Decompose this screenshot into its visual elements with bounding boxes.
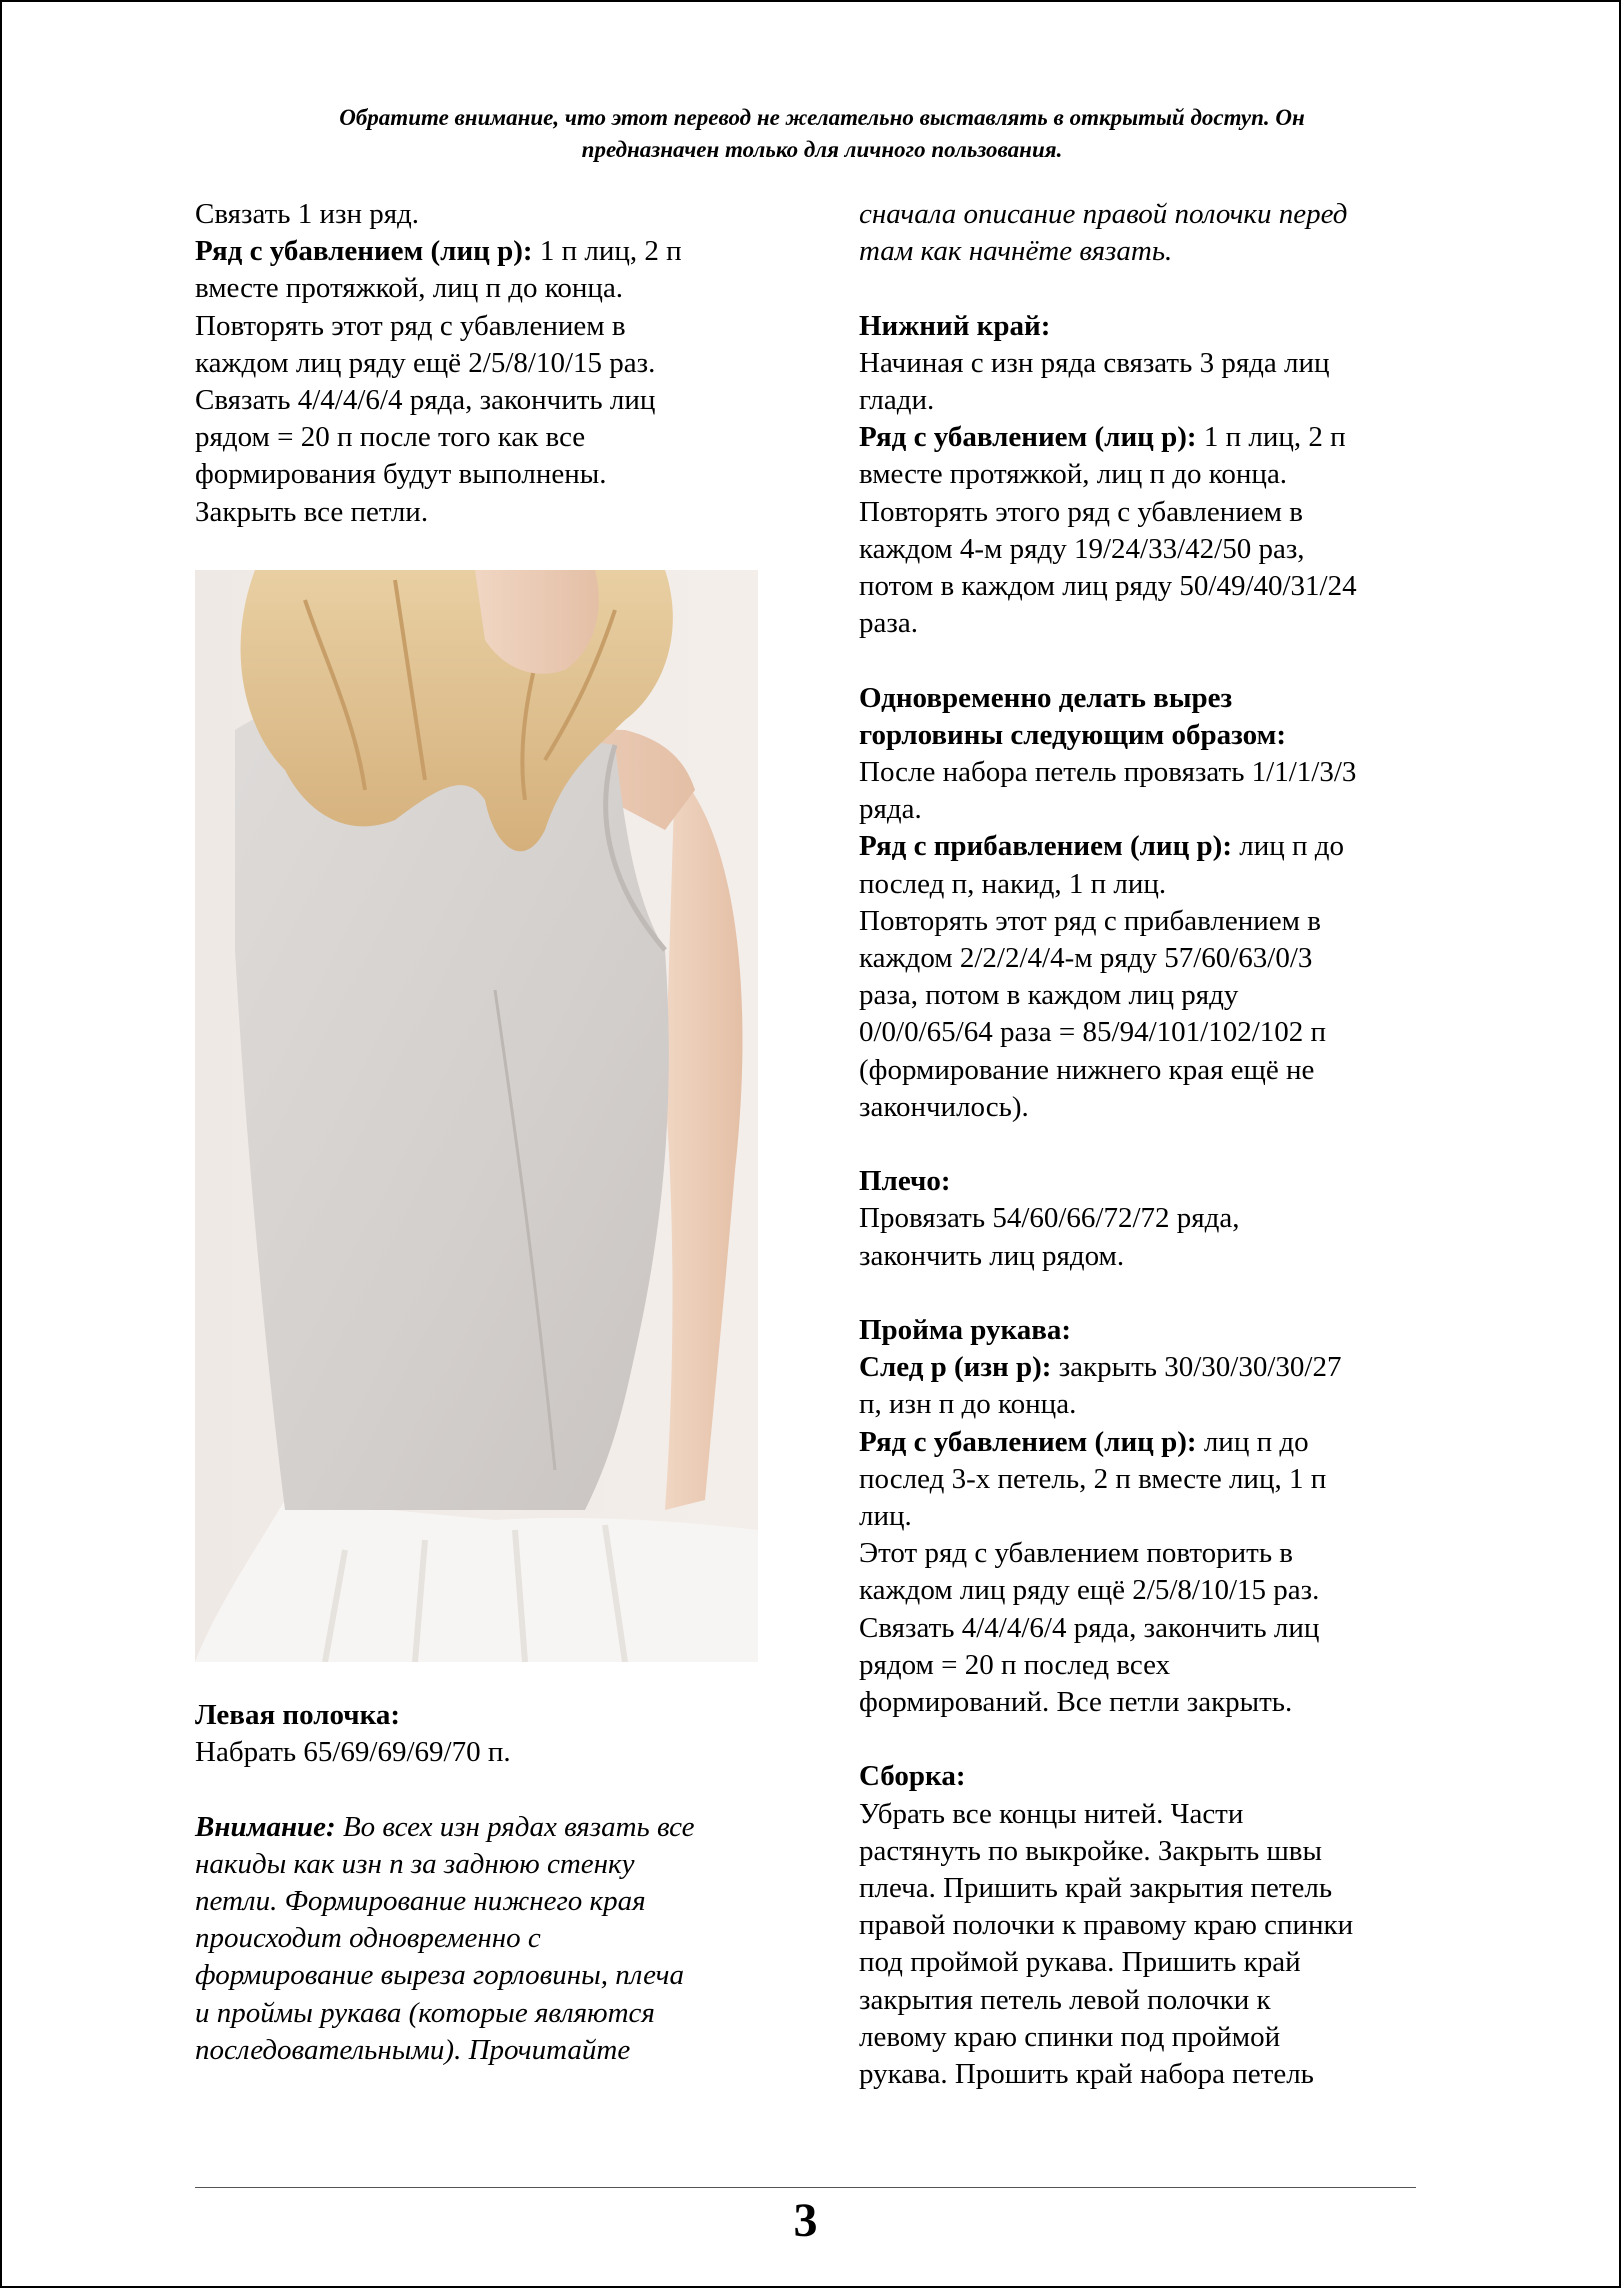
text-line: (формирование нижнего края ещё не	[859, 1053, 1315, 1086]
section-heading	[859, 1312, 1444, 1349]
text-line: Этот ряд с убавлением повторить в	[859, 1537, 1293, 1570]
privacy-notice-line-2: предназначен только для личного пользования.	[581, 137, 1063, 162]
text-line	[195, 233, 760, 270]
assembly-heading: Сборка:	[859, 1760, 966, 1793]
note-label: Внимание:	[195, 1810, 336, 1843]
section-heading	[859, 1163, 1444, 1200]
text-line: глади.	[859, 384, 935, 416]
right-column-text	[859, 196, 1444, 2093]
text-line: раза.	[859, 607, 918, 640]
note-line: последовательными). Прочитайте	[195, 2033, 631, 2066]
bold-label: Ряд с убавлением (лиц р):	[859, 1425, 1197, 1458]
text-fragment: Во всех изн рядах вязать все	[335, 1810, 695, 1843]
text-fragment: лиц п до	[1196, 1425, 1309, 1458]
text-fragment: закрыть 30/30/30/30/27	[1051, 1351, 1342, 1384]
text-line: плеча. Пришить край закрытия петель	[859, 1872, 1333, 1905]
text-line: Убрать все концы нитей. Части	[859, 1797, 1244, 1830]
note-line: там как начнёте вязать.	[859, 235, 1173, 268]
text-line: каждом лиц ряду ещё 2/5/8/10/15 раз.	[195, 346, 656, 379]
section-heading	[859, 308, 1444, 345]
text-fragment: 1 п лиц, 2 п	[532, 235, 682, 268]
text-line: вместе протяжкой, лиц п до конца.	[195, 272, 624, 305]
text-line: каждом лиц ряду ещё 2/5/8/10/15 раз.	[859, 1574, 1320, 1607]
text-line: под проймой рукава. Пришить край	[859, 1946, 1301, 1979]
text-line: Связать 1 изн ряд.	[195, 198, 420, 230]
note-line: сначала описание правой полочки перед	[859, 198, 1348, 230]
text-line: Повторять этот ряд с убавлением в	[195, 309, 626, 342]
text-line: формирования будут выполнены.	[195, 458, 607, 491]
text-fragment: лиц п до	[1232, 830, 1345, 863]
note-line: петли. Формирование нижнего края	[195, 1885, 646, 1917]
shoulder-heading: Плечо:	[859, 1165, 951, 1198]
text-line: Набрать 65/69/69/69/70 п.	[195, 1736, 511, 1769]
text-line	[859, 828, 1444, 865]
armhole-heading: Пройма рукава:	[859, 1314, 1072, 1347]
bold-label: Ряд с убавлением (лиц р):	[195, 235, 533, 268]
text-line: Связать 4/4/4/6/4 ряда, закончить лиц	[859, 1611, 1320, 1644]
left-column-top-text	[195, 196, 760, 531]
text-line: формирований. Все петли закрыть.	[859, 1686, 1293, 1719]
neckline-heading-line-1: Одновременно делать вырез	[859, 681, 1233, 714]
left-panel-heading: Левая полочка:	[195, 1699, 401, 1731]
text-line: закрытия петель левой полочки к	[859, 1983, 1271, 2016]
text-line: каждом 2/2/2/4/4-м ряду 57/60/63/0/3	[859, 942, 1313, 975]
text-line: растянуть по выкройке. Закрыть швы	[859, 1834, 1322, 1867]
text-line: рядом = 20 п после того как все	[195, 421, 586, 454]
privacy-notice	[197, 102, 1447, 166]
text-line: Повторять этот ряд с прибавлением в	[859, 904, 1321, 937]
text-line: рукава. Прошить край набора петель	[859, 2058, 1314, 2091]
section-heading	[859, 680, 1444, 717]
section-heading	[195, 1697, 770, 1734]
footer-divider	[195, 2187, 1416, 2188]
section-heading	[859, 1758, 1444, 1795]
text-line: раза, потом в каждом лиц ряду	[859, 979, 1239, 1012]
text-line: послед п, накид, 1 п лиц.	[859, 867, 1167, 900]
text-fragment: 1 п лиц, 2 п	[1196, 421, 1346, 454]
note-line	[195, 1809, 770, 1846]
bold-label: След р (изн р):	[859, 1351, 1052, 1384]
text-line	[859, 419, 1444, 456]
note-line: формирование выреза горловины, плеча	[195, 1959, 684, 1992]
text-line: лиц.	[859, 1500, 912, 1533]
text-line: Связать 4/4/4/6/4 ряда, закончить лиц	[195, 384, 656, 417]
neckline-heading-line-2: горловины следующим образом:	[859, 718, 1286, 751]
white-skirt	[195, 1500, 758, 1662]
text-line: Начиная с изн ряда связать 3 ряда лиц	[859, 346, 1330, 379]
text-line: Провязать 54/60/66/72/72 ряда,	[859, 1202, 1240, 1235]
text-line: ряда.	[859, 793, 922, 826]
text-line: правой полочки к правому краю спинки	[859, 1909, 1354, 1942]
text-line	[859, 1349, 1444, 1386]
text-line: После набора петель провязать 1/1/1/3/3	[859, 756, 1357, 789]
note-line: происходит одновременно с	[195, 1922, 541, 1955]
section-heading	[859, 717, 1444, 754]
bold-label: Ряд с убавлением (лиц р):	[859, 421, 1197, 454]
model-photo	[195, 570, 758, 1662]
model-illustration	[195, 570, 758, 1662]
text-line: 0/0/0/65/64 раза = 85/94/101/102/102 п	[859, 1016, 1327, 1049]
text-line: левому краю спинки под проймой	[859, 2020, 1281, 2053]
note-line: и проймы рукава (которые являются	[195, 1996, 655, 2029]
text-line: вместе протяжкой, лиц п до конца.	[859, 458, 1288, 491]
page-number: 3	[793, 2194, 818, 2247]
hem-heading: Нижний край:	[859, 309, 1051, 342]
text-line: закончить лиц рядом.	[859, 1239, 1125, 1272]
text-line: Повторять этого ряд с убавлением в	[859, 495, 1303, 528]
text-line: п, изн п до конца.	[859, 1388, 1077, 1421]
text-line: закончилось).	[859, 1090, 1029, 1123]
privacy-notice-line-1: Обратите внимание, что этот перевод не желательно выставлять в открытый доступ. Он	[339, 105, 1305, 130]
text-line: каждом 4-м ряду 19/24/33/42/50 раз,	[859, 532, 1305, 565]
text-line: послед 3-х петель, 2 п вместе лиц, 1 п	[859, 1462, 1327, 1495]
bold-label: Ряд с прибавлением (лиц р):	[859, 830, 1232, 863]
left-column-bottom-text	[195, 1697, 770, 2069]
text-line: Закрыть все петли.	[195, 495, 429, 528]
note-line: накиды как изн п за заднюю стенку	[195, 1847, 635, 1880]
text-line: рядом = 20 п послед всех	[859, 1648, 1171, 1681]
text-line: потом в каждом лиц ряду 50/49/40/31/24	[859, 570, 1357, 603]
text-line	[859, 1424, 1444, 1461]
